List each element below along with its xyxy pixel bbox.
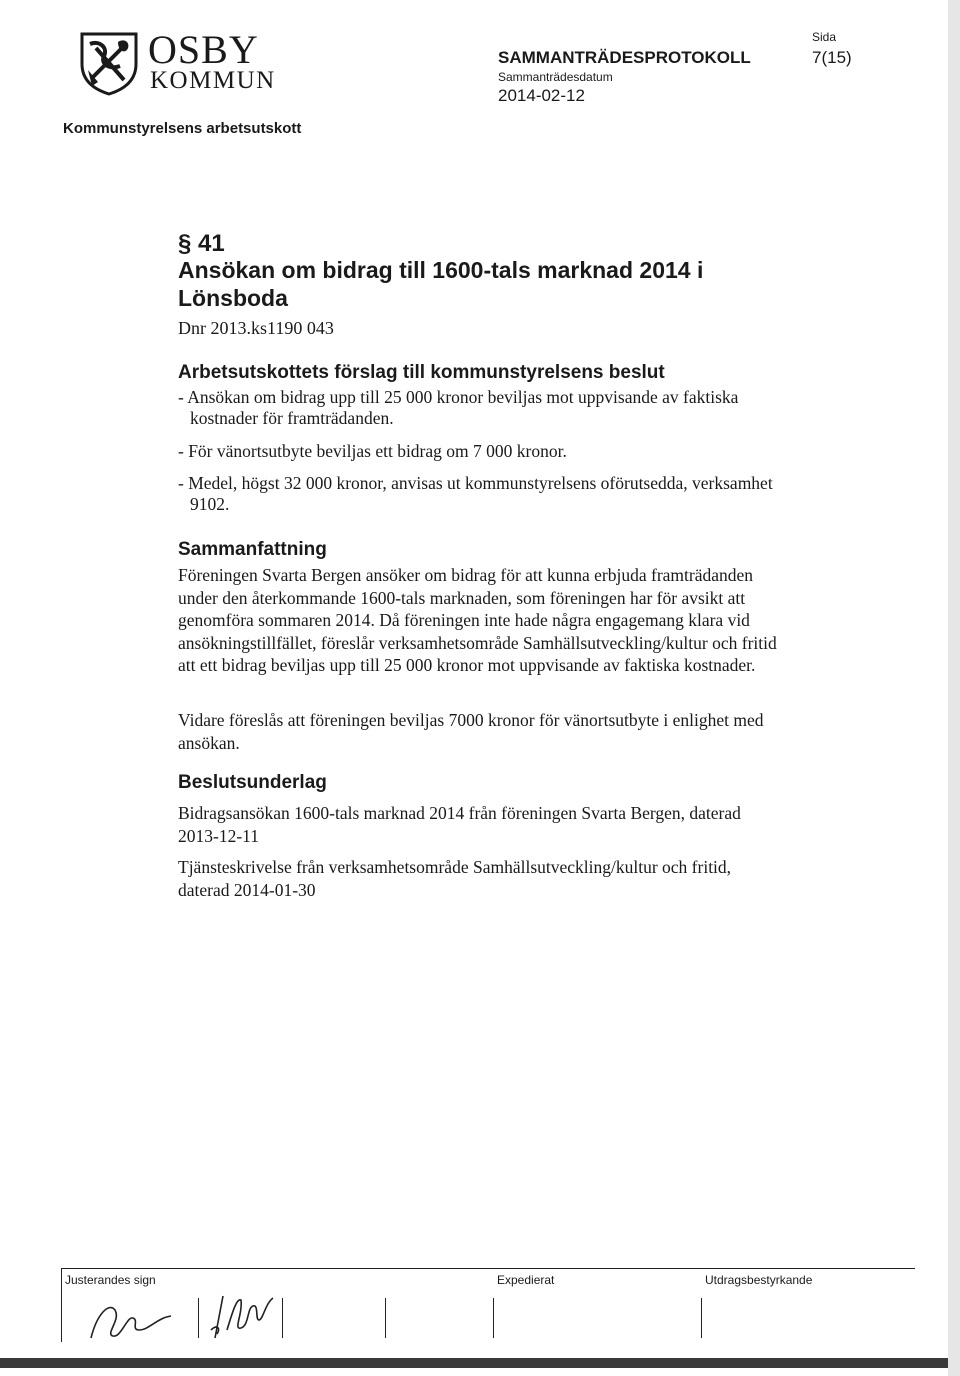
extract-certified-label: Utdragsbestyrkande bbox=[705, 1273, 813, 1287]
section-title: Ansökan om bidrag till 1600-tals marknad 2014 i Lönsboda bbox=[178, 257, 704, 311]
osby-coat-of-arms-icon bbox=[78, 30, 140, 96]
signature-footer bbox=[61, 1268, 915, 1346]
org-subtitle: KOMMUN bbox=[150, 67, 276, 94]
basis-item: Tjänsteskrivelse från verksamhetsområde Samhällsutveckling/kultur och fritid, daterad 2014-01-30 bbox=[178, 857, 732, 900]
scan-edge bbox=[948, 0, 960, 1376]
page-label: Sida bbox=[812, 30, 837, 44]
footer-rule bbox=[61, 1268, 915, 1269]
page-number: 7(15) bbox=[812, 48, 852, 67]
summary-paragraph: Föreningen Svarta Bergen ansöker om bidrag för att kunna erbjuda framträdanden under den återkommande 1600-tals marknaden, som föreningen har för avsikt att genomföra sommaren 2014. Då föreningen inte hade några engagemang klara vid ansökningstillfället, föreslår verksamhetsområde Samhällsutveckling/kultur och fritid att ett bidrag beviljas upp till 25 000 kronor mot uppvisande av faktiska kostnader. bbox=[178, 565, 777, 675]
proposal-item: - För vänortsutbyte beviljas ett bidrag om 7 000 kronor. bbox=[178, 441, 567, 461]
proposal-heading: Arbetsutskottets förslag till kommunstyrelsens beslut bbox=[178, 362, 665, 383]
section-number: § 41 bbox=[178, 230, 225, 257]
signature-1-icon bbox=[87, 1294, 177, 1342]
committee-name: Kommunstyrelsens arbetsutskott bbox=[63, 120, 302, 137]
adjuster-sign-label: Justerandes sign bbox=[65, 1273, 156, 1287]
reference-number: Dnr 2013.ks1190 043 bbox=[178, 318, 334, 338]
footer-divider bbox=[385, 1298, 386, 1338]
dispatched-label: Expedierat bbox=[497, 1273, 555, 1287]
footer-divider bbox=[701, 1298, 702, 1338]
summary-paragraph: Vidare föreslås att föreningen beviljas 7000 kronor för vänortsutbyte i enlighet med ansökan. bbox=[178, 710, 764, 753]
org-name: OSBY bbox=[148, 27, 259, 72]
signature-2-icon bbox=[203, 1290, 283, 1342]
footer-divider bbox=[493, 1298, 494, 1338]
document-type: SAMMANTRÄDESPROTOKOLL bbox=[498, 48, 751, 67]
proposal-item: - Ansökan om bidrag upp till 25 000 kronor beviljas mot uppvisande av faktiska kostnader för framträdanden. bbox=[178, 387, 739, 428]
footer-divider bbox=[61, 1268, 62, 1342]
proposal-item: - Medel, högst 32 000 kronor, anvisas ut kommunstyrelsens oförutsedda, verksamhet 9102. bbox=[178, 473, 773, 514]
summary-heading: Sammanfattning bbox=[178, 539, 327, 560]
page-bottom-border bbox=[0, 1358, 948, 1368]
basis-heading: Beslutsunderlag bbox=[178, 772, 327, 793]
basis-item: Bidragsansökan 1600-tals marknad 2014 från föreningen Svarta Bergen, daterad 2013-12-11 bbox=[178, 803, 741, 846]
footer-divider bbox=[198, 1298, 199, 1338]
meeting-date-value: 2014-02-12 bbox=[498, 86, 585, 105]
meeting-date-label: Sammanträdesdatum bbox=[498, 70, 613, 84]
